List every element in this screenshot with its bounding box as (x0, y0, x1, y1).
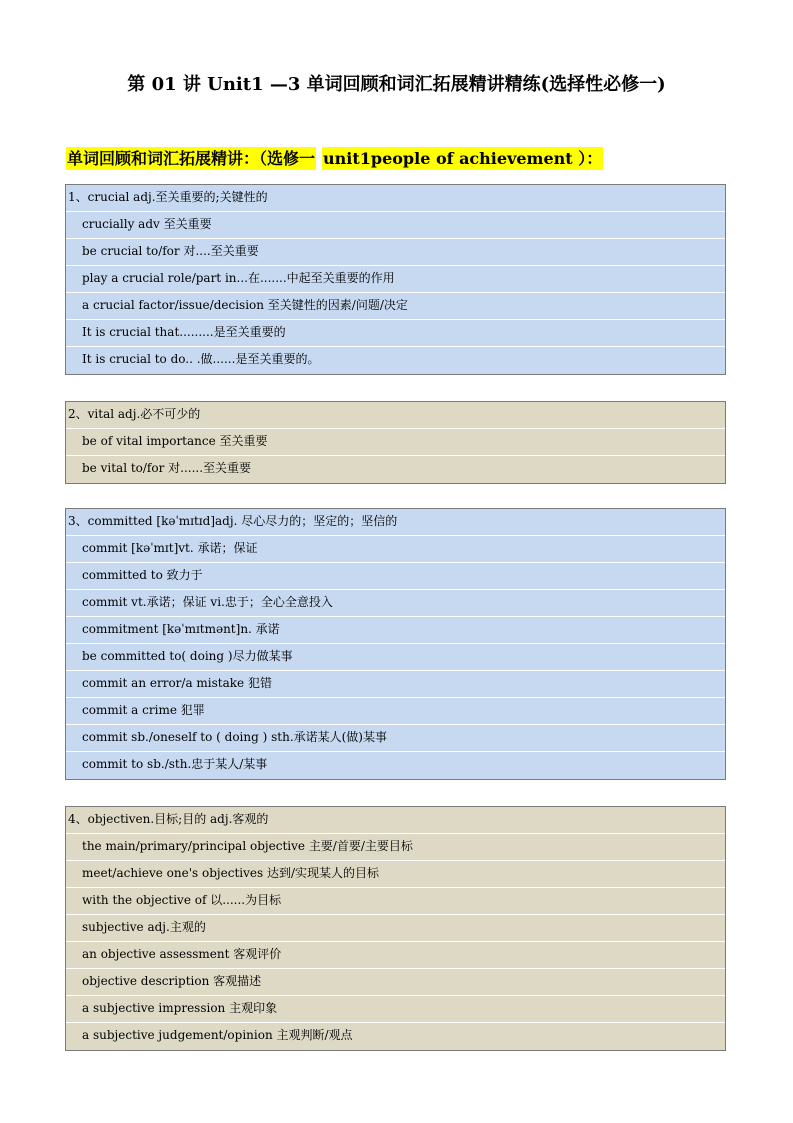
vocab-line: subjective adj.主观的 (66, 915, 725, 942)
vocab-line: be crucial to/for 对....至关重要 (66, 239, 725, 266)
vocab-line: a crucial factor/issue/decision 至关键性的因素/问题/决定 (66, 293, 725, 320)
vocab-line: It is crucial to do.. .做......是至关重要的。 (82, 352, 320, 366)
vocab-box-objective (65, 806, 726, 1051)
vocab-line: an objective assessment 客观评价 (66, 942, 725, 969)
vocab-line: the main/primary/principal objective 主要/首要/主要目标 (66, 834, 725, 861)
vocab-box-committed (65, 508, 726, 780)
vocab-line: crucially adv 至关重要 (66, 212, 725, 239)
vocab-line: be committed to( doing )尽力做某事 (66, 644, 725, 671)
vocab-line: a subjective judgement/opinion 主观判断/观点 (82, 1028, 353, 1042)
vocab-box-vital (65, 401, 726, 484)
vocab-line: be of vital importance 至关重要 (66, 429, 725, 456)
vocab-box-crucial (65, 184, 726, 375)
section-heading-part2: unit1people of achievement ）： (323, 149, 603, 168)
vocab-line: commit an error/a mistake 犯错 (66, 671, 725, 698)
vocab-line: commit a crime 犯罪 (66, 698, 725, 725)
vocab-line: objective description 客观描述 (66, 969, 725, 996)
vocab-headword: 2、vital adj.必不可少的 (66, 402, 725, 429)
vocab-line: It is crucial that.........是至关重要的 (66, 320, 725, 347)
section-heading-part1: 单词回顾和词汇拓展精讲：（选修一 (67, 149, 316, 168)
vocab-line: be vital to/for 对......至关重要 (82, 461, 252, 475)
vocab-line: committed to 致力于 (66, 563, 725, 590)
vocab-line: with the objective of 以......为目标 (66, 888, 725, 915)
page-title: 第 01 讲 Unit1 —3 单词回顾和词汇拓展精讲精练(选择性必修一) (127, 74, 666, 95)
vocab-line: play a crucial role/part in...在.......中起至关重要的作用 (66, 266, 725, 293)
vocab-headword: 1、crucial adj.至关重要的;关键性的 (66, 185, 725, 212)
vocab-line: commit sb./oneself to ( doing ) sth.承诺某人(做)某事 (66, 725, 725, 752)
vocab-line: commitment [kəˈmɪtmənt]n. 承诺 (66, 617, 725, 644)
vocab-line: commit [kəˈmɪt]vt. 承诺；保证 (66, 536, 725, 563)
vocab-line: meet/achieve one's objectives 达到/实现某人的目标 (66, 861, 725, 888)
vocab-headword: 3、committed [kəˈmɪtɪd]adj. 尽心尽力的；坚定的；坚信的 (66, 509, 725, 536)
vocab-line: a subjective impression 主观印象 (66, 996, 725, 1023)
vocab-line: commit to sb./sth.忠于某人/某事 (82, 757, 268, 771)
vocab-line: commit vt.承诺；保证 vi.忠于；全心全意投入 (66, 590, 725, 617)
vocab-headword: 4、objectiven.目标;目的 adj.客观的 (66, 807, 725, 834)
section-heading (66, 146, 603, 169)
